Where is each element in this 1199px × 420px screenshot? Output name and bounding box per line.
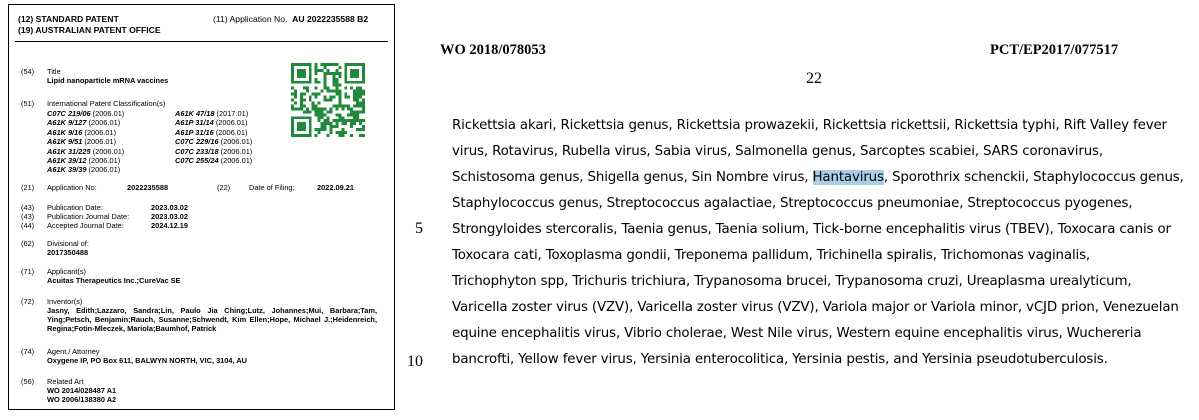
ipc-entry bbox=[47, 128, 175, 137]
appno-label: Application No: bbox=[47, 183, 97, 192]
related-art-field-number: (56) bbox=[21, 377, 35, 386]
header-standard-patent: (12) STANDARD PATENT bbox=[18, 14, 119, 24]
ipc-year: (2006.01) bbox=[220, 146, 253, 156]
highlighted-text-selection[interactable]: Hantavirus bbox=[812, 170, 884, 185]
divisional-label: Divisional of: bbox=[47, 239, 89, 248]
pubj-field-number: (43) bbox=[21, 212, 35, 221]
ipc-code: A61K 9/127 bbox=[47, 118, 87, 128]
acc-field-number: (44) bbox=[21, 221, 35, 230]
text-line: equine encephalitis virus, Vibrio cholerae, West Nile virus, Western equine encephalitis virus, Wuchereria bbox=[452, 326, 1142, 341]
pct-application-number: PCT/EP2017/077517 bbox=[990, 42, 1119, 58]
page-number: 22 bbox=[806, 70, 822, 87]
wo-publication-number: WO 2018/078053 bbox=[440, 42, 546, 58]
related-art-item: WO 2006/138380 A2 bbox=[47, 395, 117, 404]
applicant-label: Applicant(s) bbox=[47, 267, 87, 276]
header-patent-office: (19) AUSTRALIAN PATENT OFFICE bbox=[18, 25, 161, 35]
related-art-label: Related Art bbox=[47, 377, 84, 386]
ipc-code: A61P 31/14 bbox=[175, 118, 214, 128]
ipc-field-number: (51) bbox=[21, 99, 35, 108]
ipc-code: A61K 31/225 bbox=[47, 146, 91, 156]
title-label: Title bbox=[47, 67, 61, 76]
ipc-code: A61K 9/16 bbox=[47, 127, 83, 137]
appno-field-number: (21) bbox=[21, 183, 35, 192]
ipc-code: C07C 233/18 bbox=[175, 146, 219, 156]
agent-label: Agent / Attorney bbox=[47, 347, 100, 356]
title-field-number: (54) bbox=[21, 67, 35, 76]
applicant-field-number: (71) bbox=[21, 267, 35, 276]
ipc-code: A61K 39/12 bbox=[47, 156, 87, 166]
ipc-entry bbox=[47, 165, 175, 174]
header-app-label: (11) Application No. bbox=[213, 14, 288, 24]
ipc-entry bbox=[47, 109, 175, 118]
ipc-code: A61K 39/39 bbox=[47, 165, 87, 175]
pubj-label: Publication Journal Date: bbox=[47, 212, 130, 221]
ipc-entry bbox=[175, 156, 305, 165]
ipc-code: C07C 255/24 bbox=[175, 156, 219, 166]
inventor-label: Inventor(s) bbox=[47, 297, 83, 306]
ipc-year: (2006.01) bbox=[84, 137, 117, 147]
ipc-year: (2006.01) bbox=[92, 146, 125, 156]
patent-cover-sheet bbox=[8, 4, 395, 410]
pub-label: Publication Date: bbox=[47, 203, 103, 212]
ipc-year: (2006.01) bbox=[88, 118, 121, 128]
text-line: Rickettsia akari, Rickettsia genus, Rickettsia prowazekii, Rickettsia rickettsii, Rickettsia typhi, Rift Valley fever bbox=[452, 118, 1167, 133]
acc-value: 2024.12.19 bbox=[151, 221, 188, 230]
ipc-year: (2017.01) bbox=[216, 109, 249, 118]
header-app-value: AU 2022235588 B2 bbox=[292, 14, 369, 24]
ipc-year: (2006.01) bbox=[220, 156, 253, 166]
ipc-year: (2006.01) bbox=[215, 118, 248, 128]
ipc-year: (2006.01) bbox=[88, 156, 121, 166]
ipc-year: (2006.01) bbox=[220, 137, 253, 147]
ipc-label: International Patent Classification(s) bbox=[47, 99, 166, 108]
text-fragment: , Sporothrix schenckii, Staphylococcus genus, bbox=[883, 170, 1184, 185]
ipc-classification-list bbox=[47, 109, 305, 175]
header-divider bbox=[15, 41, 388, 42]
pub-field-number: (43) bbox=[21, 203, 35, 212]
text-line: Strongyloides stercoralis, Taenia genus, Taenia solium, Tick-borne encephalitis virus (TBEV), Toxocara canis or bbox=[452, 222, 1171, 237]
text-line: Staphylococcus genus, Streptococcus agalactiae, Streptococcus pneumoniae, Streptococcus pyogenes, bbox=[452, 196, 1133, 211]
inventor-value: Jasny, Edith;Lazzaro, Sandra;Lin, Paulo Jia Ching;Lutz, Johannes;Mui, Barbara;Tam, Ying;Petsch, Benjamin;Rauch, Susanne;Schwendt, Kim Ellen;Hope, Michael J.;Heidenreich, Regina;Fotin-Mleczek, Mariola;Baumhof, Patrick bbox=[47, 306, 377, 333]
ipc-year: (2006.01) bbox=[88, 165, 121, 175]
ipc-code: C07C 229/16 bbox=[175, 137, 219, 147]
text-line: virus, Rotavirus, Rubella virus, Sabia virus, Salmonella genus, Sarcoptes scabiei, SARS coronavirus, bbox=[452, 144, 1103, 159]
agent-field-number: (74) bbox=[21, 347, 35, 356]
inventor-field-number: (72) bbox=[21, 297, 35, 306]
line-number-5: 5 bbox=[415, 220, 423, 237]
ipc-entry bbox=[47, 156, 175, 165]
ipc-entry bbox=[175, 128, 305, 137]
text-fragment: Schistosoma genus, Shigella genus, Sin Nombre virus, bbox=[452, 170, 813, 185]
agent-value: Oxygene IP, PO Box 611, BALWYN NORTH, VIC, 3104, AU bbox=[47, 356, 248, 365]
ipc-entry bbox=[175, 118, 305, 127]
text-line: Varicella zoster virus (VZV), Varicella zoster virus (VZV), Variola major or Variola minor, vCJD prion, Venezuelan bbox=[452, 300, 1179, 315]
ipc-entry bbox=[175, 147, 305, 156]
ipc-entry bbox=[47, 137, 175, 146]
pub-value: 2023.03.02 bbox=[151, 203, 188, 212]
divisional-field-number: (62) bbox=[21, 239, 35, 248]
line-number-10: 10 bbox=[407, 353, 423, 370]
divisional-value: 2017350488 bbox=[47, 248, 89, 257]
related-art-item: WO 2014/028487 A1 bbox=[47, 386, 117, 395]
title-value: Lipid nanoparticle mRNA vaccines bbox=[47, 76, 169, 85]
ipc-code: C07C 219/06 bbox=[47, 109, 91, 118]
appno-value: 2022235588 bbox=[127, 183, 169, 192]
text-line: Trichophyton spp, Trichuris trichiura, Trypanosoma brucei, Trypanosoma cruzi, Ureaplasma urealyticum, bbox=[452, 274, 1132, 289]
ipc-code: A61K 47/18 bbox=[175, 109, 215, 118]
filing-value: 2022.09.21 bbox=[317, 183, 354, 192]
ipc-year: (2006.01) bbox=[84, 127, 117, 137]
acc-label: Accepted Journal Date: bbox=[47, 221, 124, 230]
ipc-year: (2006.01) bbox=[215, 127, 248, 137]
ipc-year: (2006.01) bbox=[92, 109, 125, 118]
body-paragraph bbox=[452, 113, 1184, 373]
ipc-entry bbox=[175, 137, 305, 146]
header-application-number bbox=[213, 15, 368, 24]
text-line bbox=[452, 165, 1184, 191]
ipc-code: A61K 9/51 bbox=[47, 137, 83, 147]
pubj-value: 2023.03.02 bbox=[151, 212, 188, 221]
filing-field-number: (22) bbox=[217, 183, 231, 192]
filing-label: Date of Filing: bbox=[249, 183, 295, 192]
ipc-entry bbox=[175, 109, 305, 118]
text-line: Toxocara cati, Toxoplasma gondii, Treponema pallidum, Trichinella spiralis, Trichomonas vaginalis, bbox=[452, 248, 1091, 263]
ipc-entry bbox=[47, 118, 175, 127]
text-line: bancrofti, Yellow fever virus, Yersinia enterocolitica, Yersinia pestis, and Yersinia pseudotuberculosis. bbox=[452, 352, 1108, 367]
ipc-entry bbox=[47, 147, 175, 156]
applicant-value: Acuitas Therapeutics Inc.;CureVac SE bbox=[47, 276, 181, 285]
ipc-code: A61P 31/16 bbox=[175, 127, 214, 137]
